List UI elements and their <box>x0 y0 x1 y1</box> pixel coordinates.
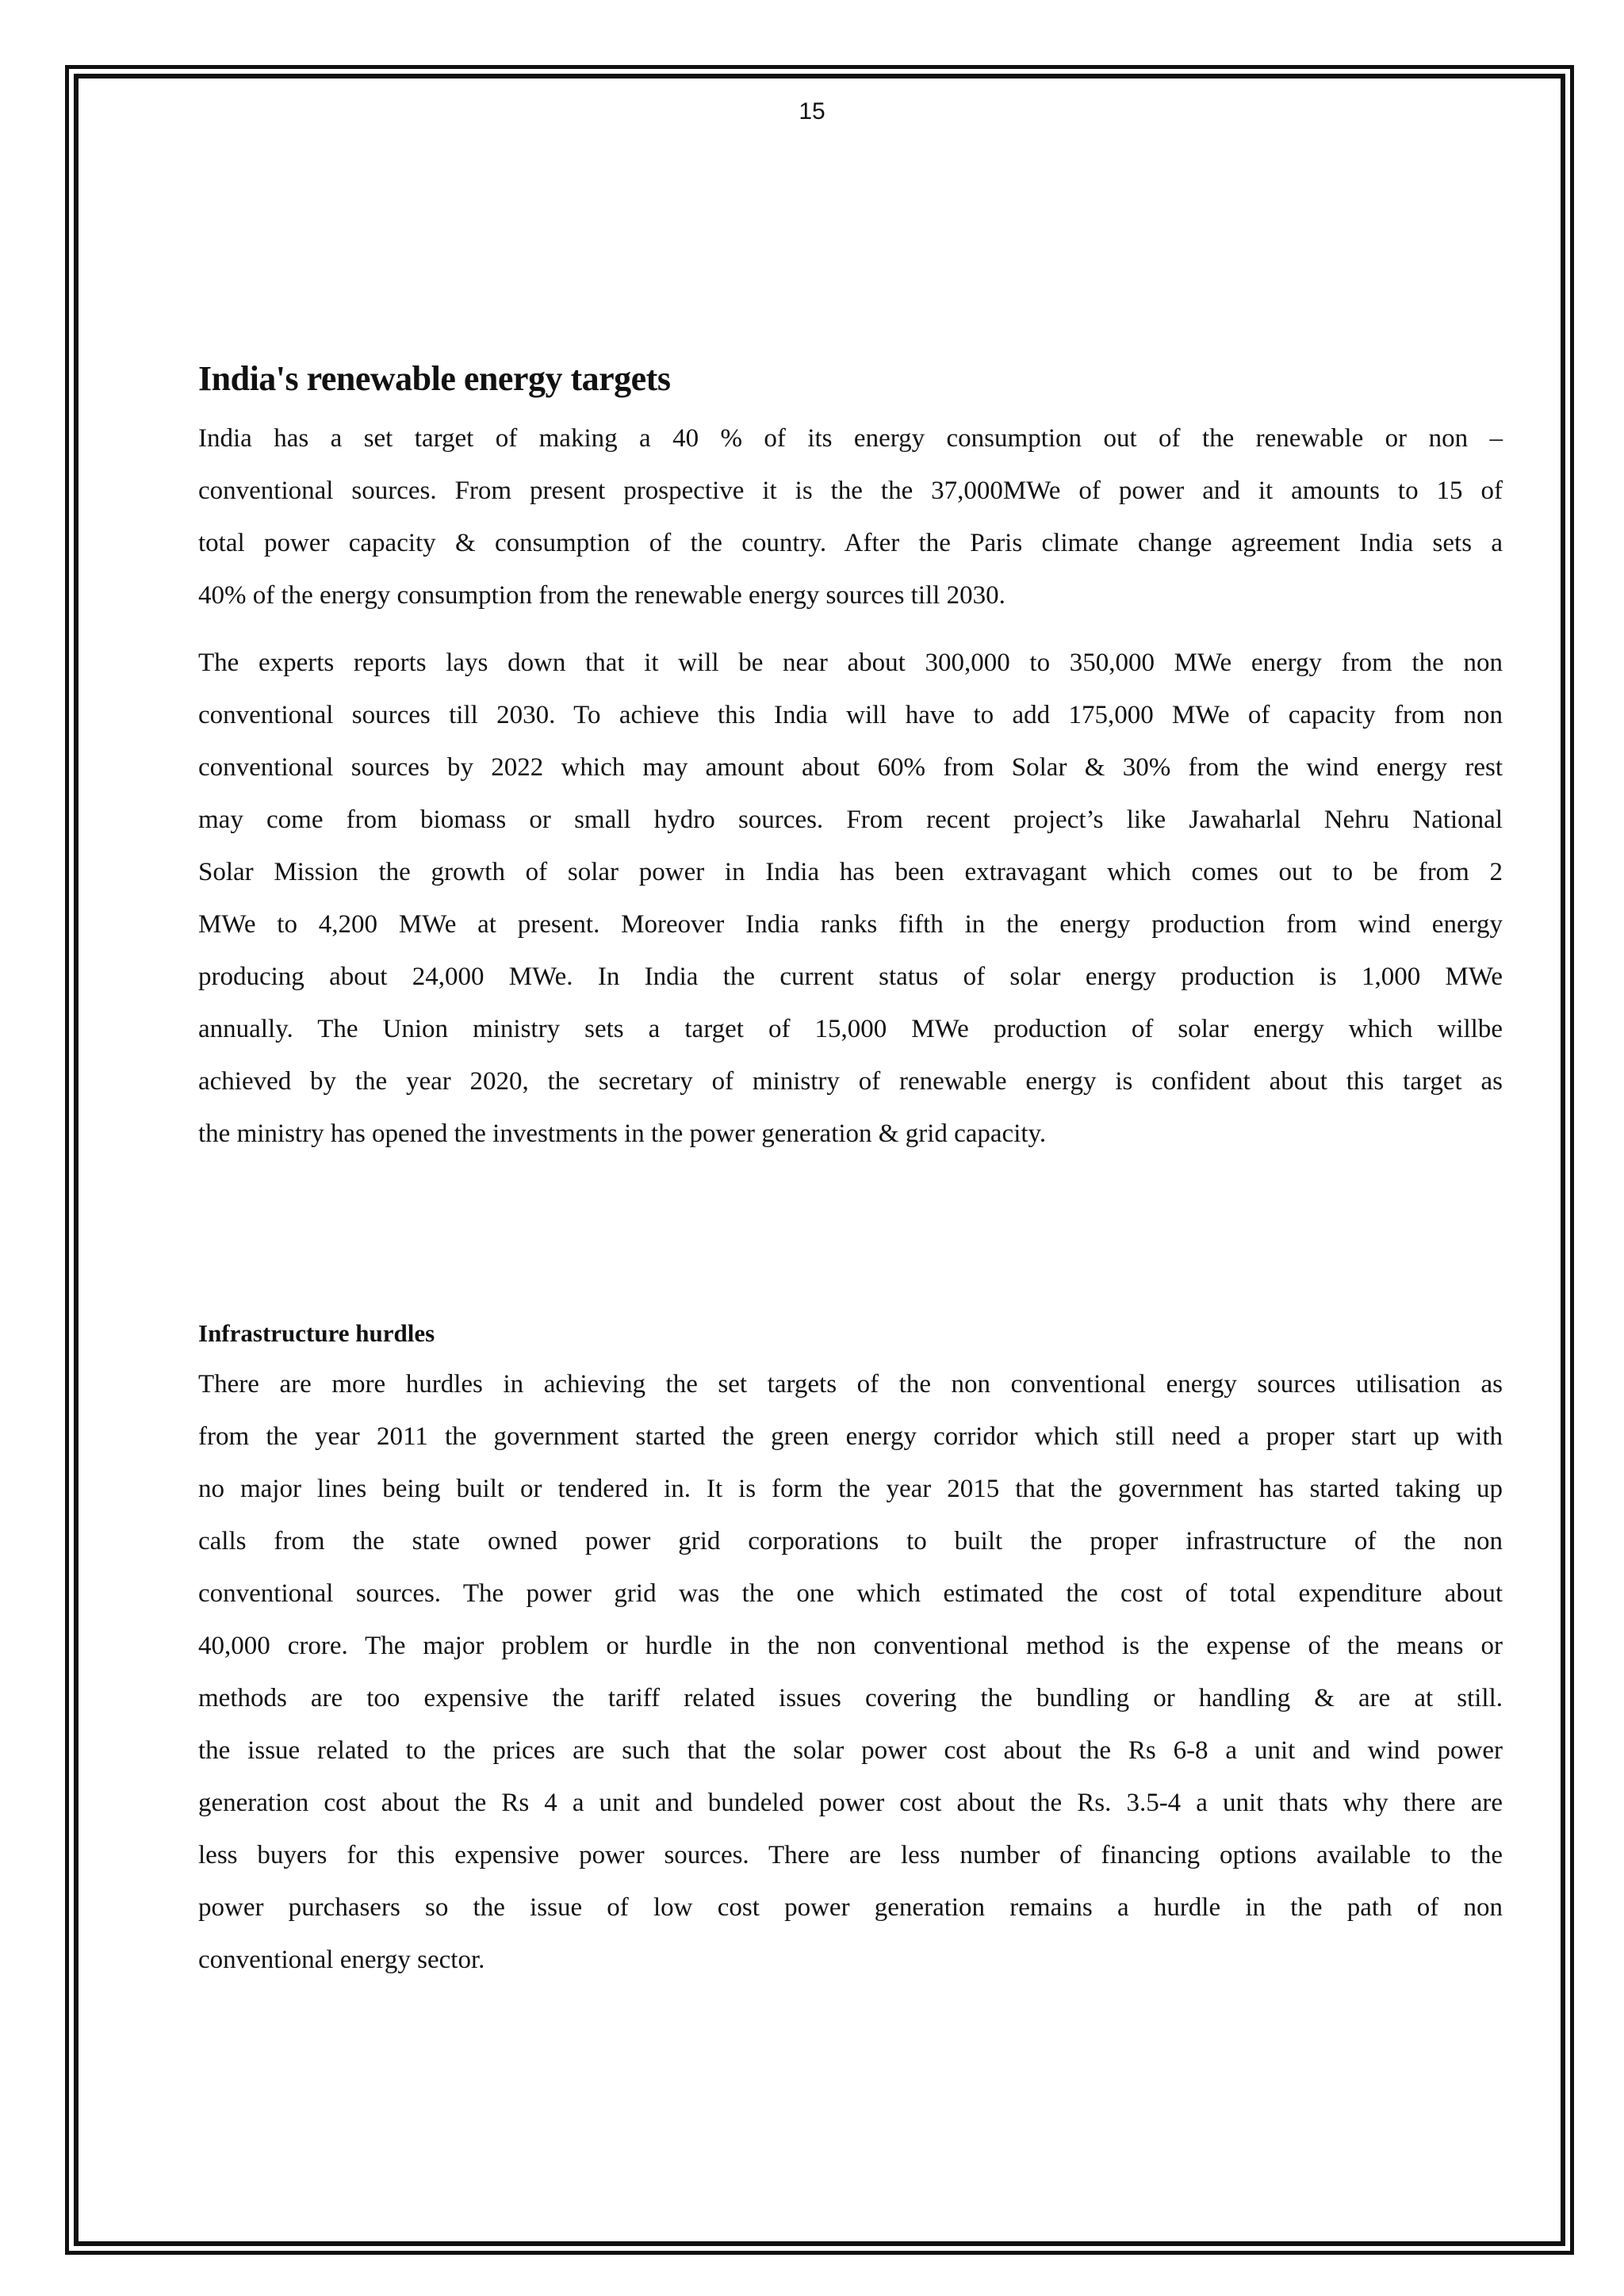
text-line: total power capacity & consumption of the country. After the Paris climate change agreement India sets a <box>198 529 1503 557</box>
text-line: conventional sources. The power grid was the one which estimated the cost of total expenditure about <box>198 1579 1503 1608</box>
text-line: calls from the state owned power grid corporations to built the proper infrastructure of the non <box>198 1527 1503 1556</box>
text-line: producing about 24,000 MWe. In India the current status of solar energy production is 1,000 MWe <box>198 962 1503 991</box>
text-line: generation cost about the Rs 4 a unit and bundeled power cost about the Rs. 3.5-4 a unit thats why there are <box>198 1789 1503 1817</box>
section-heading-renewable-targets: India's renewable energy targets <box>198 359 671 398</box>
text-line: the ministry has opened the investments in the power generation & grid capacity. <box>198 1119 1047 1148</box>
text-line: There are more hurdles in achieving the set targets of the non conventional energy sources utilisation as <box>198 1370 1503 1399</box>
section-heading-infrastructure-hurdles: Infrastructure hurdles <box>198 1319 435 1347</box>
text-line: from the year 2011 the government started the green energy corridor which still need a proper start up with <box>198 1422 1503 1451</box>
paragraph <box>198 637 1503 1160</box>
text-line: power purchasers so the issue of low cost power generation remains a hurdle in the path of non <box>198 1893 1503 1922</box>
text-line: methods are too expensive the tariff related issues covering the bundling or handling & are at still. <box>198 1684 1503 1712</box>
paragraph <box>198 1358 1503 1986</box>
text-line: The experts reports lays down that it will be near about 300,000 to 350,000 MWe energy from the non <box>198 649 1503 677</box>
page-number: 15 <box>799 98 825 124</box>
text-line: conventional energy sector. <box>198 1946 485 1974</box>
text-line: no major lines being built or tendered in. It is form the year 2015 that the government has started taking up <box>198 1475 1503 1503</box>
text-line: Solar Mission the growth of solar power in India has been extravagant which comes out to be from 2 <box>198 858 1503 886</box>
text-line: may come from biomass or small hydro sources. From recent project’s like Jawaharlal Nehru National <box>198 806 1503 834</box>
text-line: 40,000 crore. The major problem or hurdle in the non conventional method is the expense of the means or <box>198 1632 1503 1660</box>
text-line: achieved by the year 2020, the secretary of ministry of renewable energy is confident about this target as <box>198 1067 1503 1096</box>
text-line: 40% of the energy consumption from the renewable energy sources till 2030. <box>198 581 1005 610</box>
text-line: less buyers for this expensive power sources. There are less number of financing options available to the <box>198 1841 1503 1869</box>
paragraph <box>198 412 1503 622</box>
text-line: India has a set target of making a 40 % of its energy consumption out of the renewable or non – <box>198 424 1503 453</box>
text-line: conventional sources by 2022 which may amount about 60% from Solar & 30% from the wind energy rest <box>198 753 1503 782</box>
text-line: conventional sources till 2030. To achieve this India will have to add 175,000 MWe of capacity from non <box>198 701 1503 729</box>
text-line: annually. The Union ministry sets a target of 15,000 MWe production of solar energy which willbe <box>198 1015 1503 1043</box>
text-line: conventional sources. From present prospective it is the the 37,000MWe of power and it amounts to 15 of <box>198 476 1503 505</box>
text-line: MWe to 4,200 MWe at present. Moreover India ranks fifth in the energy production from wind energy <box>198 910 1503 939</box>
text-line: the issue related to the prices are such that the solar power cost about the Rs 6-8 a unit and wind power <box>198 1736 1503 1765</box>
